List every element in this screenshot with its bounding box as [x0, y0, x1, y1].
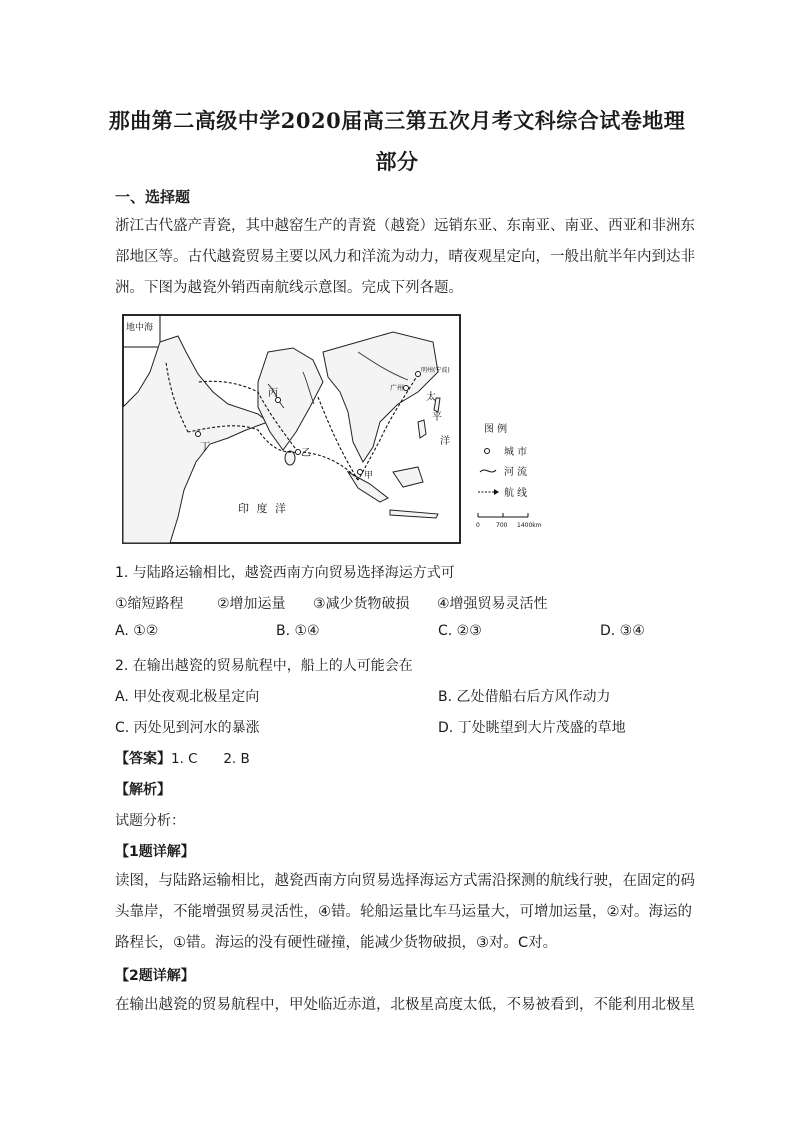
detail-1-line: 读图，与陆路运输相比，越瓷西南方向贸易选择海运方式需沿探测的航线行驶，在固定的码	[115, 873, 695, 889]
intro-line: 浙江古代盛产青瓷，其中越窑生产的青瓷（越瓷）远销东亚、东南亚、南亚、西亚和非洲东	[115, 218, 695, 234]
intro-line: 部地区等。古代越瓷贸易主要以风力和洋流为动力，晴夜观星定向，一般出航半年内到达非	[115, 249, 695, 265]
label-mingzhou: 明州(宁波)	[421, 367, 450, 374]
legend-title: 图 例	[484, 424, 508, 435]
q1-item: ③减少货物破损	[313, 596, 410, 612]
analysis-intro: 试题分析：	[115, 813, 185, 829]
detail-2-paragraph	[115, 990, 695, 1021]
city-marker	[358, 470, 363, 475]
detail-1-paragraph	[115, 866, 695, 959]
q1-option-a: A. ①②	[115, 623, 159, 639]
city-marker	[196, 432, 201, 437]
label-indian-ocean: 印 度 洋	[238, 502, 288, 515]
answer-line	[115, 748, 250, 768]
q1-item: ①缩短路程	[115, 596, 184, 612]
detail-1-line: 头靠岸，不能增强贸易灵活性，④错。轮船运量比车马运量大，可增加运量，②对。海运的	[115, 904, 692, 920]
q1-option-d: D. ③④	[600, 623, 645, 639]
label-jia: 甲	[364, 471, 374, 481]
scale-zero: 0	[476, 522, 480, 529]
q2-option-d: D. 丁处眺望到大片茂盛的草地	[438, 720, 626, 736]
intro-paragraph	[115, 211, 695, 304]
scale-max: 1400km	[517, 522, 542, 529]
scale-mid: 700	[496, 522, 508, 529]
legend-route: 航 线	[504, 488, 528, 499]
q1-item: ②增加运量	[217, 596, 286, 612]
q1-option-b: B. ①④	[276, 623, 320, 639]
detail-2-line: 在输出越瓷的贸易航程中，甲处临近赤道，北极星高度太低，不易被看到，不能利用北极星	[115, 997, 695, 1013]
question-2-stem: 2. 在输出越瓷的贸易航程中，船上的人可能会在	[115, 658, 413, 674]
map-legend	[476, 422, 542, 529]
answer-label: 【答案】	[115, 751, 171, 767]
q2-option-c: C. 丙处见到河水的暴涨	[115, 720, 260, 736]
doc-title: 那曲第二高级中学2020届高三第五次月考文科综合试卷地理	[108, 108, 686, 133]
detail-1-line: 路程长，①错。海运的没有硬性碰撞，能减少货物破损，③对。C对。	[115, 935, 558, 951]
city-marker	[404, 386, 409, 391]
label-ding: 丁	[200, 442, 210, 453]
sri-lanka-land	[285, 451, 295, 465]
section-heading: 一、选择题	[115, 188, 191, 206]
label-yi: 乙	[301, 448, 311, 459]
legend-city: 城 市	[504, 447, 528, 458]
q1-option-c: C. ②③	[438, 623, 482, 639]
detail-2-label: 【2题详解】	[115, 968, 195, 984]
city-marker	[296, 450, 301, 455]
detail-1-label: 【1题详解】	[115, 844, 195, 860]
label-guangzhou: 广州	[390, 384, 404, 392]
intro-line: 洲。下图为越瓷外销西南航线示意图。完成下列各题。	[115, 280, 463, 296]
q2-option-a: A. 甲处夜观北极星定向	[115, 689, 260, 705]
city-marker	[416, 372, 421, 377]
label-pacific-3: 洋	[440, 436, 450, 447]
question-1-stem: 1. 与陆路运输相比，越瓷西南方向贸易选择海运方式可	[115, 565, 455, 581]
doc-title-continued: 部分	[375, 149, 419, 174]
legend-river: 河 流	[504, 467, 528, 478]
q2-option-b: B. 乙处借船右后方风作动力	[438, 689, 611, 705]
route-map	[118, 312, 573, 550]
label-bing: 丙	[268, 388, 278, 399]
q1-item: ④增强贸易灵活性	[437, 596, 548, 612]
label-mediterranean: 地中海	[126, 323, 154, 333]
route-map-figure	[118, 312, 573, 550]
philippines-land	[418, 420, 426, 438]
label-pacific-1: 太	[426, 392, 436, 403]
label-pacific-2: 平	[432, 412, 442, 423]
answer-value: 1. C 2. B	[171, 751, 250, 767]
analysis-label: 【解析】	[115, 782, 171, 798]
